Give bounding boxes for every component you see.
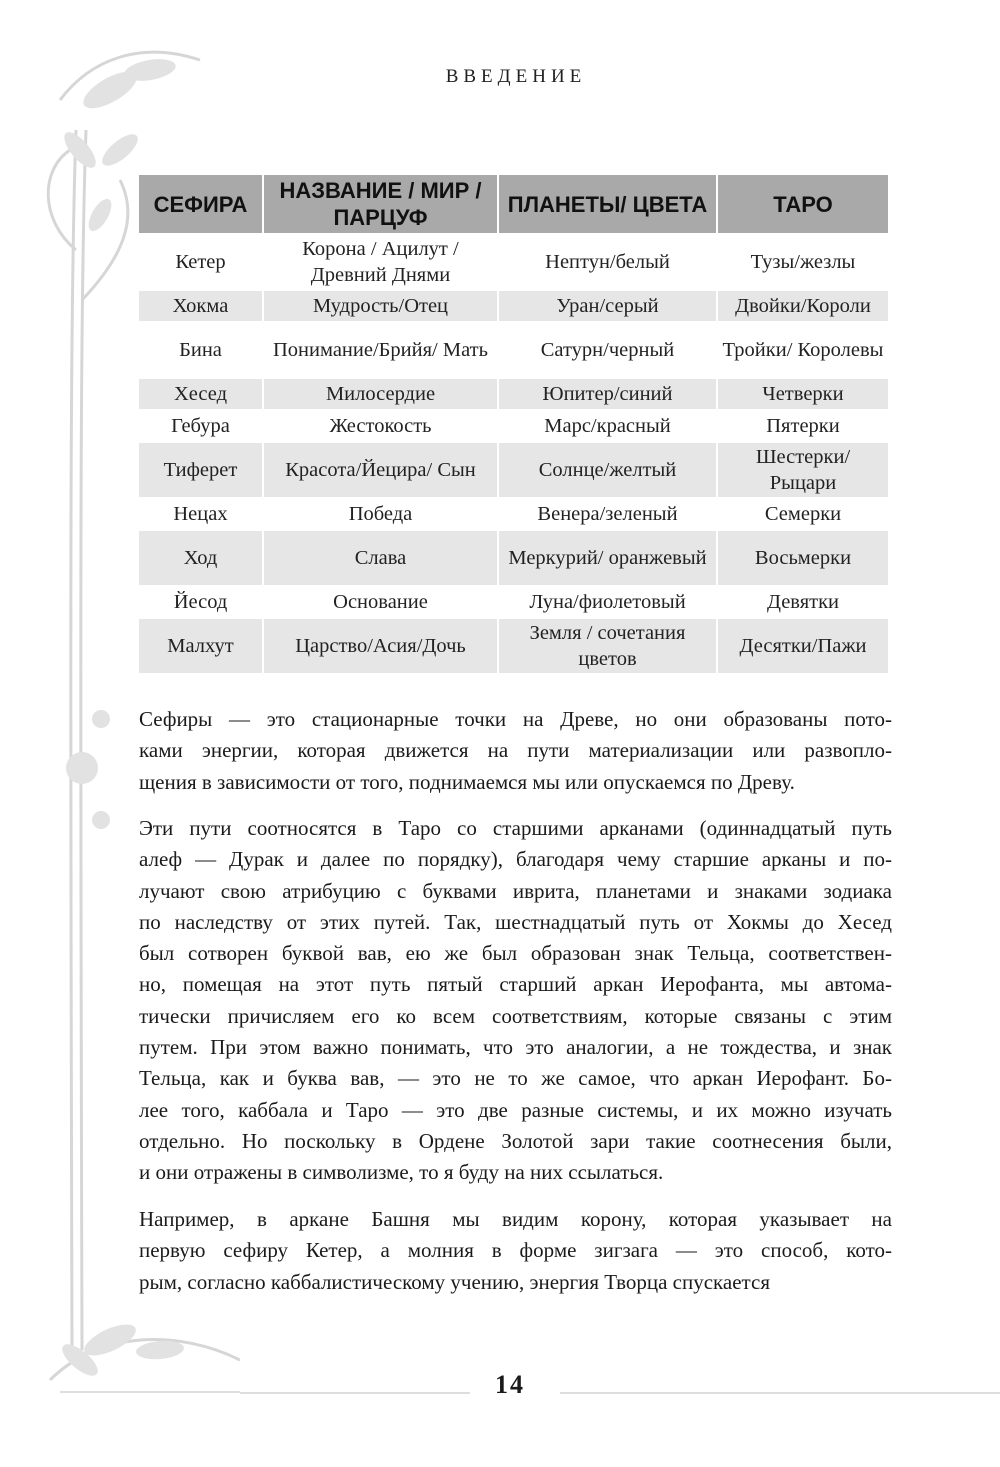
cell-sefira: Хокма [139, 291, 262, 321]
cell-sefira: Ход [139, 531, 262, 585]
cell-tarot: Восьмерки [718, 531, 888, 585]
table-row [139, 587, 888, 617]
cell-sefira: Гебура [171, 415, 230, 437]
cell-planet-color: Нептун/белый [545, 251, 670, 273]
cell-tarot: Семерки [764, 503, 842, 525]
cell-name-world: Корона / Ацилут / Древний Днями [302, 238, 459, 286]
paragraph-1 [139, 704, 892, 798]
cell-planet-color: Луна/фиолетовый [529, 591, 686, 613]
header-tarot: ТАРО [718, 175, 888, 233]
cell-tarot: Десятки/Пажи [718, 619, 888, 673]
cell-planet-color: Сатурн/черный [540, 339, 675, 361]
text-line: и они отражены в символизме, то я буду на них ссылаться. [139, 1160, 664, 1185]
cell-planet-color: Меркурий/ оранжевый [499, 531, 716, 585]
text-line: тически причисляем его ко всем соответствиям, которые связаны с этим [139, 1003, 892, 1028]
text-line: но, помещая на этот путь пятый старший аркан Иерофанта, мы автома- [139, 972, 892, 997]
footer-rule-left [240, 1392, 470, 1394]
cell-name-world: Слава [264, 531, 497, 585]
text-line: Например, в аркане Башня мы видим корону, которая указывает на [139, 1207, 892, 1231]
table-row [139, 619, 888, 673]
text-line: лучают свою атрибуцию с буквами иврита, планетами и знаками зодиака [139, 878, 892, 903]
text-line: Сефиры — это стационарные точки на Древе, но они образованы пото- [139, 707, 892, 731]
cell-tarot: Тройки/ Королевы [722, 339, 884, 361]
text-line: Тельца, как и буква вав, — это не то же самое, что аркан Иерофант. Бо- [139, 1066, 892, 1091]
cell-name-world: Жестокость [329, 415, 432, 437]
table-row [139, 499, 888, 529]
cell-sefira: Малхут [139, 619, 262, 673]
cell-sefira: Бина [179, 339, 222, 361]
footer-rule-right [560, 1392, 1000, 1394]
table-row [139, 291, 888, 321]
text-line: отдельно. Но поскольку в Ордене Золотой зари такие соотнесения были, [139, 1128, 892, 1153]
header-planets-colors: ПЛАНЕТЫ/ ЦВЕТА [499, 175, 716, 233]
cell-tarot: Девятки [766, 591, 840, 613]
cell-planet-color: Юпитер/синий [499, 379, 716, 409]
cell-planet-color: Солнце/желтый [499, 443, 716, 497]
text-line: Эти пути соотносятся в Таро со старшими арканами (одиннадцатый путь [139, 816, 892, 840]
table-row [139, 235, 888, 289]
cell-name-world: Царство/Асия/Дочь [264, 619, 497, 673]
cell-name-world: Красота/Йецира/ Сын [264, 443, 497, 497]
cell-tarot: Тузы/жезлы [750, 251, 856, 273]
cell-tarot: Шестерки/ Рыцари [718, 443, 888, 497]
cell-name-world: Понимание/Брийя/ Мать [273, 339, 488, 361]
cell-sefira: Нецах [173, 503, 228, 525]
text-line: рым, согласно каббалистическому учению, энергия Творца спускается [139, 1269, 770, 1294]
sephirot-table [137, 173, 890, 675]
cell-planet-color: Земля / сочетания цветов [499, 619, 716, 673]
paragraph-2 [139, 813, 892, 1189]
table-row [139, 443, 888, 497]
cell-sefira: Кетер [175, 251, 226, 273]
cell-sefira: Хесед [139, 379, 262, 409]
cell-sefira: Тиферет [139, 443, 262, 497]
cell-tarot: Четверки [718, 379, 888, 409]
page-number: 14 [495, 1370, 525, 1399]
cell-planet-color: Марс/красный [544, 415, 671, 437]
cell-name-world: Милосердие [264, 379, 497, 409]
paragraph-3 [139, 1204, 892, 1298]
text-line: ками энергии, которая движется на пути материализации или развопло- [139, 738, 892, 763]
table-row [139, 411, 888, 441]
table-header-row [139, 175, 888, 233]
text-line: первую сефиру Кетер, а молния в форме зигзага — это способ, кото- [139, 1238, 892, 1263]
cell-planet-color: Уран/серый [499, 291, 716, 321]
cell-name-world: Победа [348, 503, 413, 525]
text-line: по наследству от этих путей. Так, шестнадцатый путь от Хокмы до Хесед [139, 909, 892, 934]
cell-tarot: Пятерки [766, 415, 840, 437]
header-sefira: СЕФИРА [139, 175, 262, 233]
cell-name-world: Основание [333, 591, 428, 613]
text-line: был сотворен буквой вав, ею же был образован знак Тельца, соответствен- [139, 941, 892, 966]
cell-name-world: Мудрость/Отец [264, 291, 497, 321]
text-line: алеф — Дурак и далее по порядку), благодаря чему старшие арканы и по- [139, 847, 892, 872]
text-line: путем. При этом важно понимать, что это аналогии, а не тождества, и знак [139, 1035, 892, 1060]
header-name-world: НАЗВАНИЕ / МИР / ПАРЦУФ [264, 175, 497, 233]
text-line: лее того, каббала и Таро — это две разные системы, и их можно изучать [139, 1097, 892, 1122]
table-row [139, 323, 888, 377]
text-line: щения в зависимости от того, поднимаемся мы или опускаемся по Древу. [139, 769, 795, 794]
table-row [139, 379, 888, 409]
cell-tarot: Двойки/Короли [718, 291, 888, 321]
cell-sefira: Йесод [173, 591, 228, 613]
cell-planet-color: Венера/зеленый [537, 503, 678, 525]
table-row [139, 531, 888, 585]
running-head: ВВЕДЕНИЕ [445, 66, 587, 87]
